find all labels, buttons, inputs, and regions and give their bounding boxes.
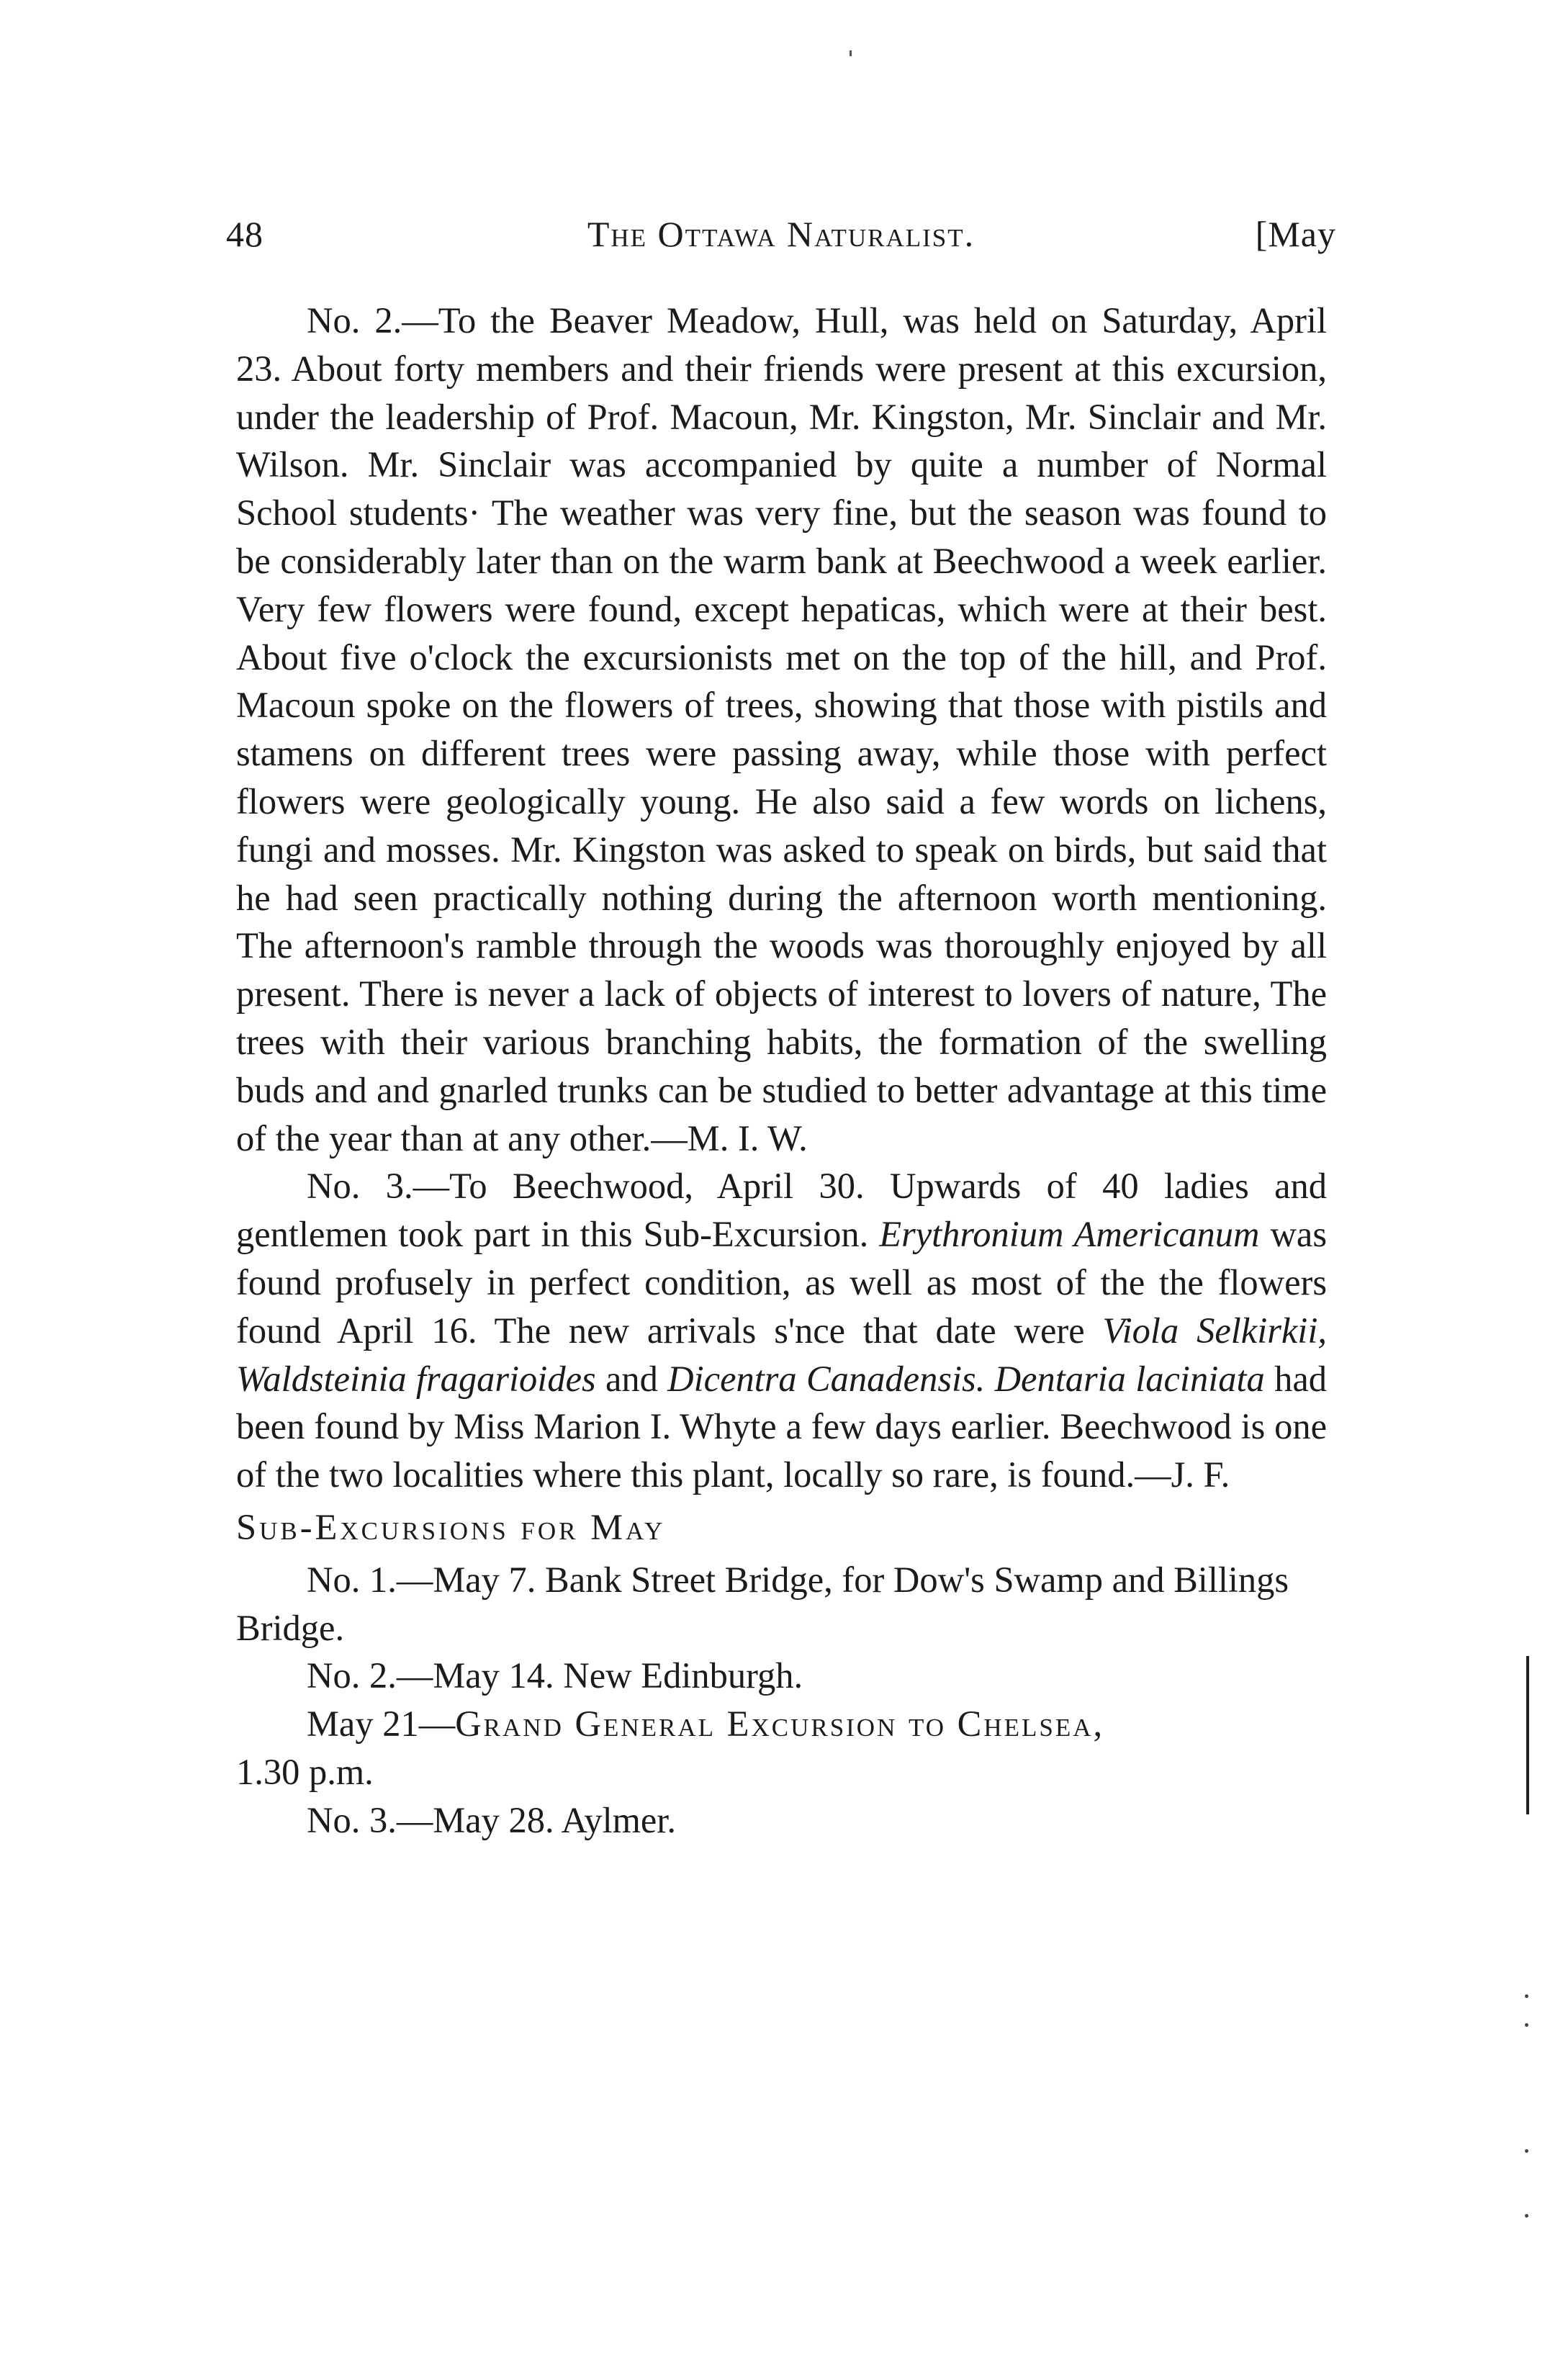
schedule-item: No. 3.—May 28. Aylmer. [307, 1799, 676, 1840]
margin-rule [1526, 1656, 1529, 1814]
grand-time: 1.30 p.m. [236, 1751, 374, 1792]
text-run: was found profusely in perfect condition, as well as most of the the flowers found April 16. The new arrivals s'nce that date were [236, 1214, 1327, 1351]
scan-speck [850, 50, 852, 56]
schedule-item: No. 1.—May 7. Bank Street Bridge, for Dow's Swamp and Billings Bridge. [236, 1559, 1289, 1648]
species-name: Dicentra Canadensis. Dentaria laciniata [667, 1358, 1265, 1399]
excursion-schedule [236, 1556, 1327, 1845]
journal-title: The Ottawa Naturalist. [587, 214, 976, 254]
scan-speck [1525, 2214, 1528, 2218]
text-run: No. 3.—To Beechwood, April 30. Upwards of 40 ladies and gentlemen took part in this Sub-Excursion. [236, 1166, 1327, 1255]
scan-speck [1525, 2149, 1528, 2153]
paragraph-excursion-3 [236, 1162, 1327, 1499]
article-body [236, 297, 1327, 1845]
species-name: Viola Selkirkii, Waldsteinia fragarioides [236, 1310, 1327, 1399]
section-heading: Sub-Excursions for May [236, 1506, 666, 1547]
schedule-item: No. 2.—May 14. New Edinburgh. [307, 1655, 803, 1696]
running-header [226, 213, 1336, 271]
text-run: had been found by Miss Marion I. Whyte a few days earlier. Beechwood is one of the two localities where this plant, locally so rare, is found.—J. F. [236, 1358, 1327, 1495]
text-run: and [595, 1358, 668, 1399]
page-number: 48 [226, 214, 263, 254]
scan-speck [1525, 2023, 1528, 2027]
grand-date: May 21— [307, 1704, 456, 1745]
species-name: Erythronium Americanum [879, 1214, 1260, 1255]
running-month: [May [1255, 214, 1336, 254]
scan-speck [1525, 1994, 1528, 1998]
paragraph-excursion-2: No. 2.—To the Beaver Meadow, Hull, was held on Saturday, April 23. About forty members and their friends were present at this excursion, under the leadership of Prof. Macoun, Mr. Kingston, Mr. Sinclair and Mr. Wilson. Mr. Sinclair was accompanied by quite a number of Normal School students· The weather was very fine, but the season was found to be considerably later than on the warm bank at Beechwood a week earlier. Very few flowers were found, except hepaticas, which were at their best. About five o'clock the excursionists met on the top of the hill, and Prof. Macoun spoke on the flowers of trees, showing that those with pistils and stamens on different trees were passing away, while those with perfect flowers were geologically young. He also said a few words on lichens, fungi and mosses. Mr. Kingston was asked to speak on birds, but said that he had seen practically nothing during the afternoon worth mentioning. The afternoon's ramble through the woods was thoroughly enjoyed by all present. There is never a lack of objects of interest to lovers of nature, The trees with their various branching habits, the formation of the swelling buds and and gnarled trunks can be studied to better advantage at this time of the year than at any other.—M. I. W. [236, 300, 1327, 1158]
schedule-item-grand [236, 1700, 1327, 1748]
grand-excursion-title: Grand General Excursion to Chelsea, [455, 1704, 1105, 1745]
